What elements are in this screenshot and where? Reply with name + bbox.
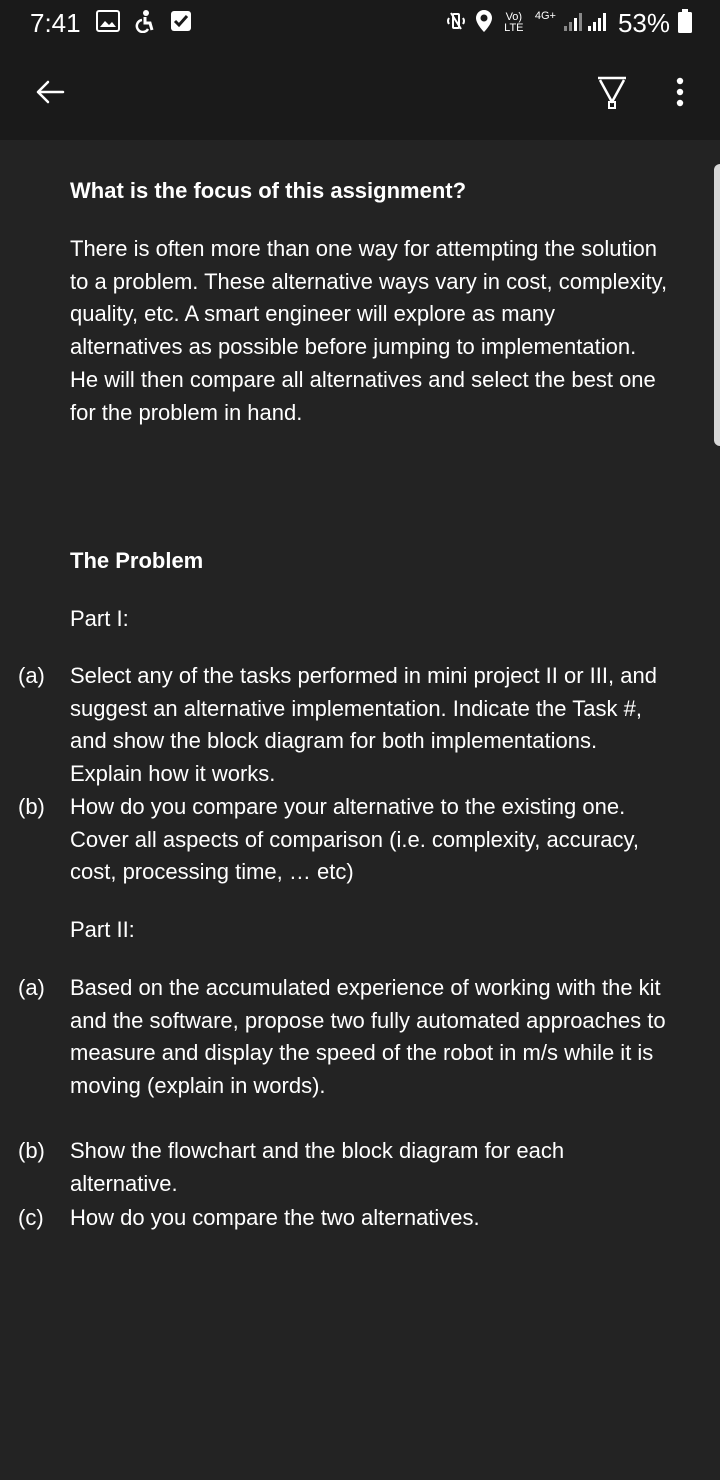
battery-percent: 53% [617,7,670,38]
gallery-icon [96,10,120,37]
part-two-item-b [18,1135,668,1200]
item-text: How do you compare your alternative to the existing one. Cover all aspects of comparison (i.e. complexity, accuracy, cost, processing time, … etc) [70,794,639,885]
status-time: 7:41 [30,8,81,38]
focus-heading: What is the focus of this assignment? [70,178,467,203]
signal-icon [564,10,610,37]
status-notification-icons [96,11,192,35]
item-marker: (c) [18,1205,44,1230]
item-text: Select any of the tasks performed in mini project II or III, and suggest an alternative implementation. Indicate the Task #, and show the block diagram for both implementations. Explain how it works. [70,663,657,787]
pen-button[interactable] [586,68,638,120]
document-page[interactable] [0,140,720,1480]
part-two-item-c [18,1202,668,1235]
app-bar [0,48,720,140]
pen-tool-icon [596,74,628,115]
part-one-item-a [18,660,668,791]
arrow-left-icon [35,79,65,110]
status-system-icons [445,8,692,38]
item-text: Show the flowchart and the block diagram for each alternative. [70,1138,565,1196]
volte-label: Vo) LTE [504,11,524,34]
item-marker: (a) [18,663,45,688]
item-text: Based on the accumulated experience of working with the kit and the software, propose two fully automated approaches to measure and display the speed of the robot in m/s while it is moving (explain in words). [70,975,666,1099]
item-marker: (a) [18,975,45,1000]
part-two-label: Part II: [70,917,135,942]
item-marker: (b) [18,794,45,819]
location-icon [475,9,493,38]
checkbox-icon [170,10,192,37]
problem-heading: The Problem [70,548,204,573]
focus-paragraph: There is often more than one way for attempting the solution to a problem. These alternative ways vary in cost, complexity, quality, etc. A smart engineer will explore as many alternatives as possible before jumping to implementation. He will then compare all alternatives and select the best one for the problem in hand. [70,236,668,425]
more-options-button[interactable] [660,68,700,120]
scrollbar-handle[interactable] [714,164,720,446]
more-vert-icon [676,77,684,112]
part-one-label: Part I: [70,606,129,631]
back-button[interactable] [26,70,74,118]
network-type-label: 4G+ [534,10,556,22]
mute-vibrate-icon [445,10,467,37]
item-text: How do you compare the two alternatives. [70,1205,480,1230]
status-bar [0,0,720,48]
accessibility-icon [134,9,156,38]
part-one-item-b [18,791,668,889]
part-two-item-a [18,972,668,1103]
battery-icon [678,9,692,38]
item-marker: (b) [18,1138,45,1163]
